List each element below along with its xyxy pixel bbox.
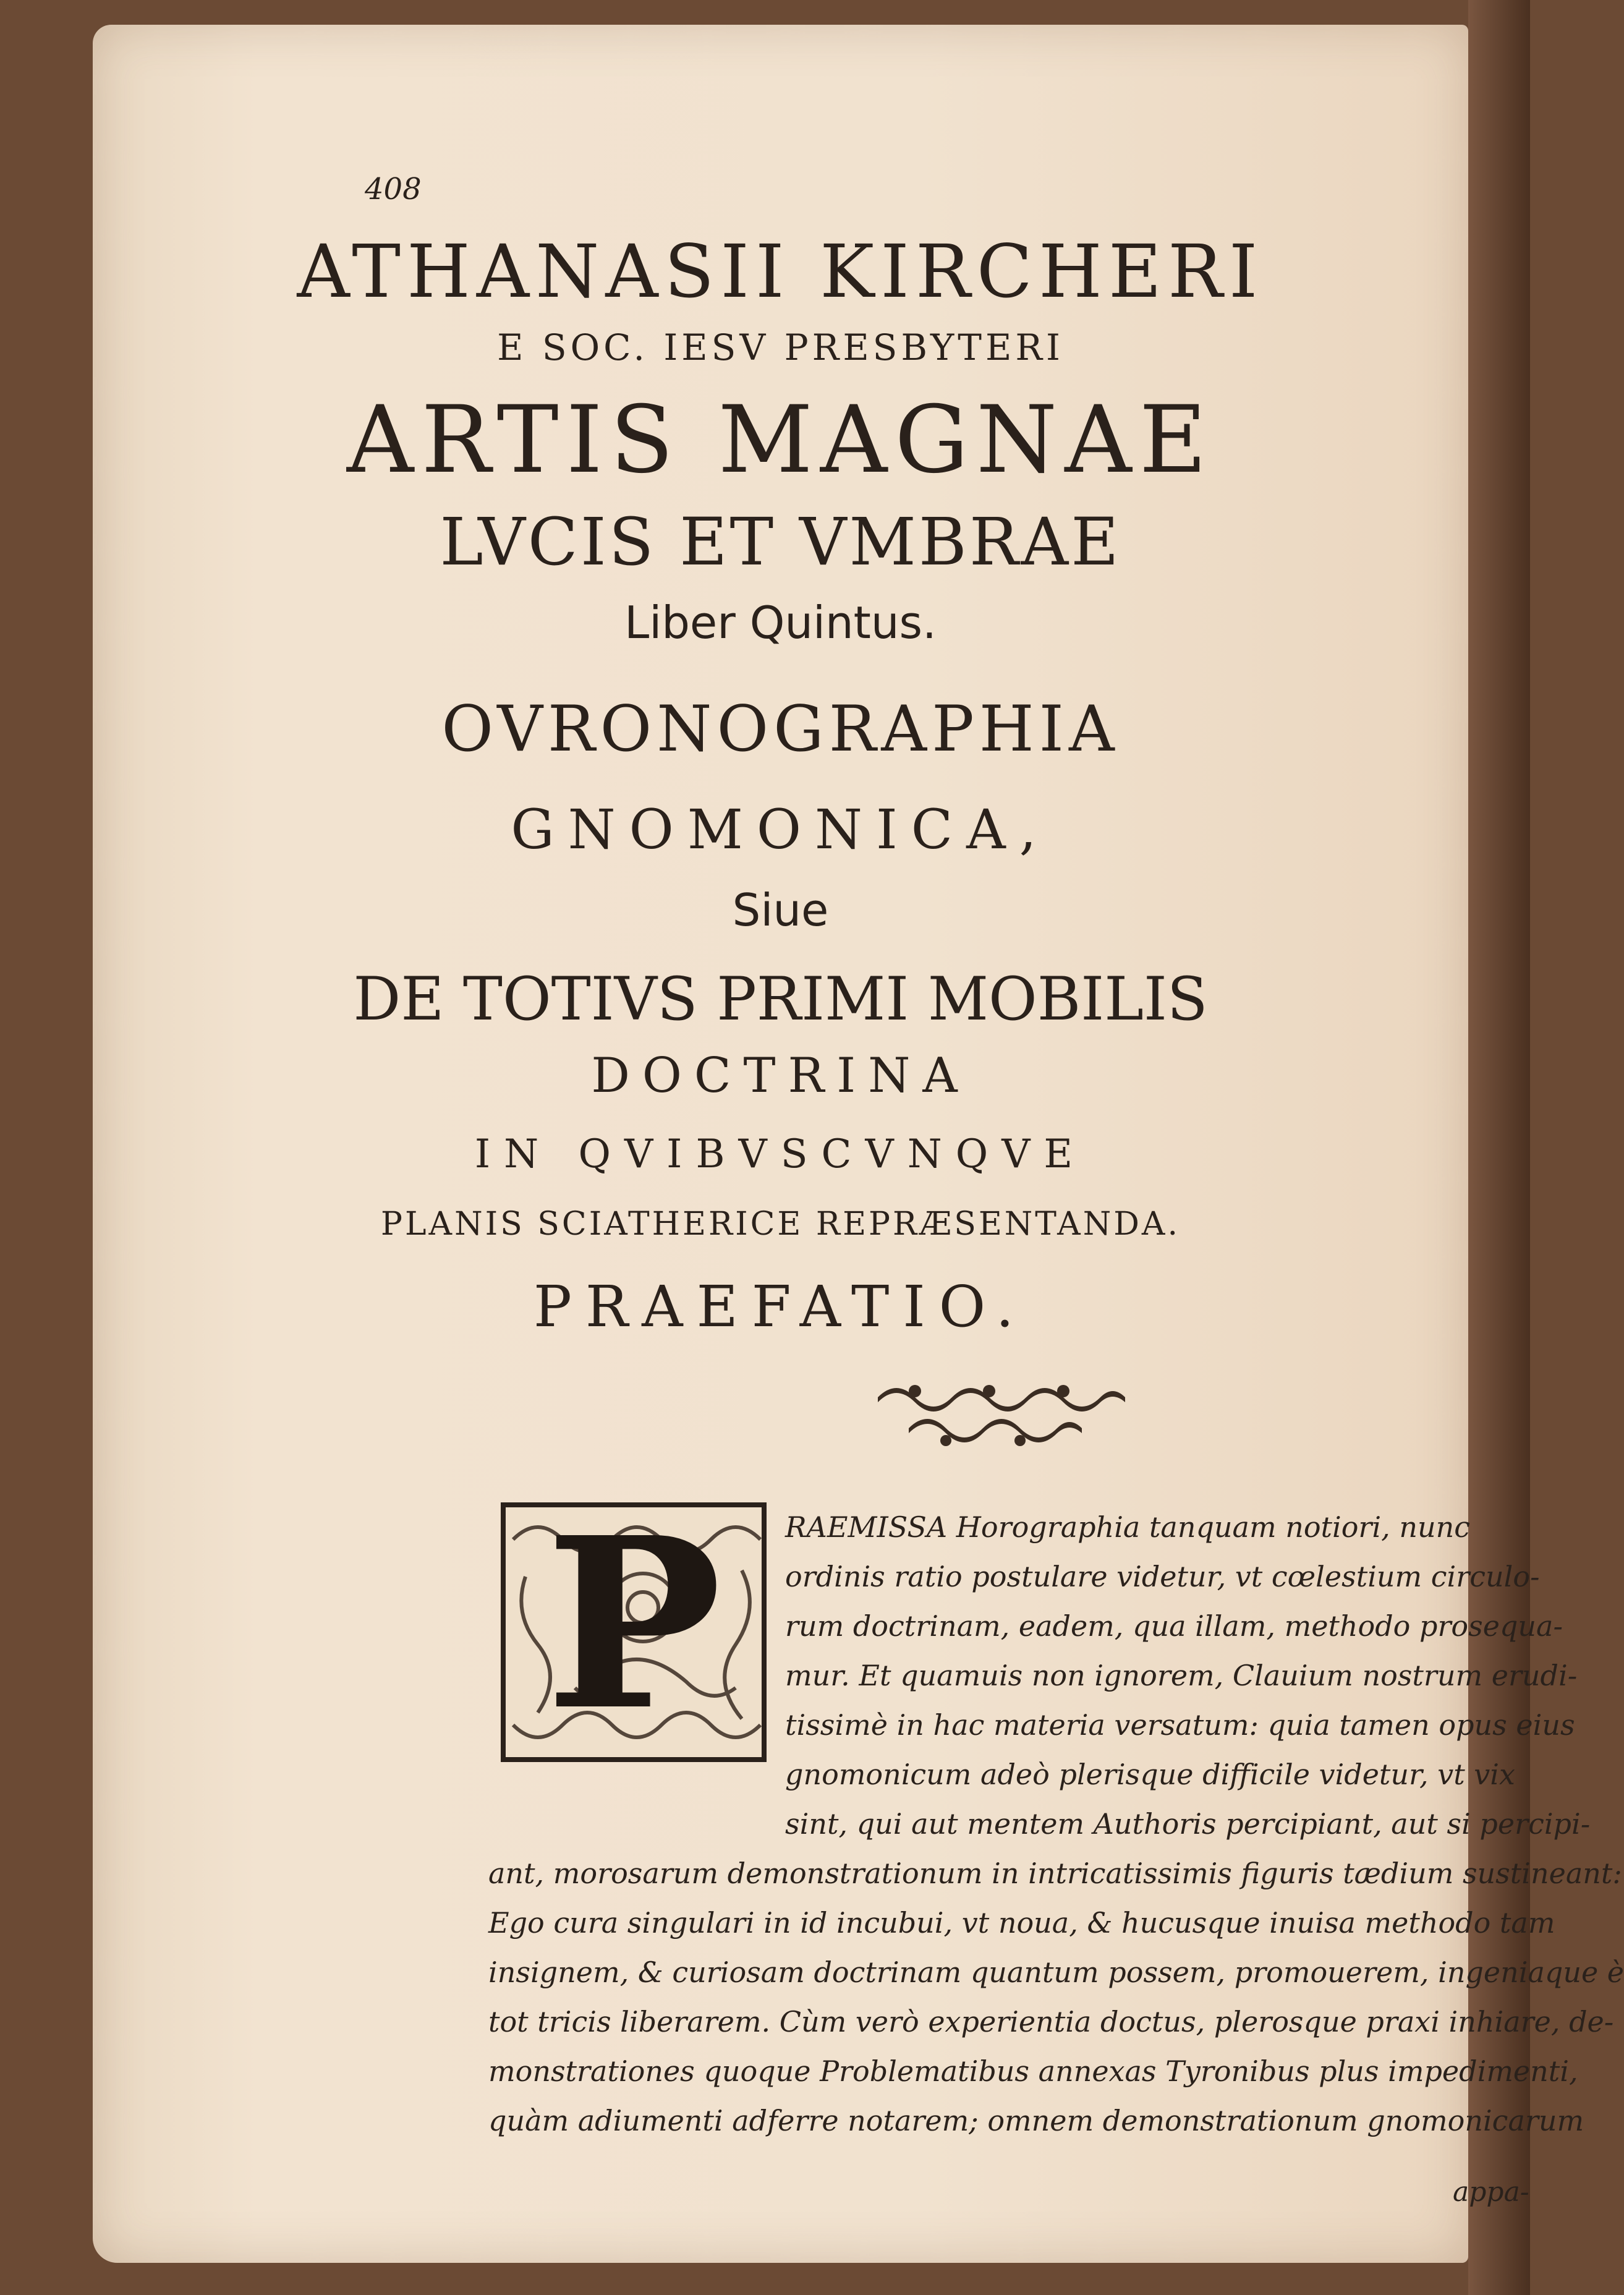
title-section: OVRONOGRAPHIA — [441, 692, 1120, 766]
body-line: RAEMISSA Horographia tanquam notiori, nunc — [785, 1510, 1471, 1544]
title-author: ATHANASII KIRCHERI — [297, 229, 1264, 314]
body-line: insignem, & curiosam doctrinam quantum possem, promouerem, ingeniaque è — [488, 1956, 1624, 1989]
drop-cap — [501, 1486, 767, 1762]
title-society: E SOC. IESV PRESBYTERI — [497, 326, 1064, 368]
body-line: gnomonicum adeò plerisque difficile videtur, vt vix — [785, 1758, 1515, 1791]
title-topic-4: PLANIS SCIATHERICE REPRÆSENTANDA. — [381, 1206, 1180, 1243]
body-line: tissimè in hac materia versatum: quia tamen opus eius — [785, 1708, 1575, 1742]
page-number: 408 — [365, 172, 422, 207]
title-section-subtitle: GNOMONICA, — [511, 798, 1050, 861]
body-line: Ego cura singulari in id incubui, vt noua, & hucusque inuisa methodo tam — [488, 1906, 1555, 1939]
title-conjunction: Siue — [732, 884, 829, 936]
body-line: sint, qui aut mentem Authoris percipiant, aut si percipi- — [785, 1807, 1591, 1841]
decorated-initial-icon — [501, 1486, 767, 1762]
title-work: ARTIS MAGNAE — [346, 386, 1215, 494]
title-topic-2: DOCTRINA — [591, 1048, 970, 1104]
body-line: mur. Et quamuis non ignorem, Clauium nostrum erudi- — [785, 1659, 1578, 1692]
preface-heading: PRAEFATIO. — [534, 1274, 1027, 1340]
catchword: appa- — [1453, 2176, 1529, 2208]
body-line: quàm adiumenti adferre notarem; omnem demonstrationum gnomonicarum — [488, 2104, 1584, 2137]
body-line: tot tricis liberarem. Cùm verò experientia doctus, plerosque praxi inhiare, de- — [488, 2005, 1614, 2038]
body-line: ordinis ratio postulare videtur, vt cœlestium circulo- — [785, 1560, 1540, 1593]
body-line: monstrationes quoque Problematibus annexas Tyronibus plus impedimenti, — [488, 2054, 1578, 2088]
title-topic-3: IN QVIBVSCVNQVE — [474, 1131, 1087, 1177]
body-line: ant, morosarum demonstrationum in intricatissimis figuris tædium sustineant: — [488, 1857, 1622, 1890]
title-topic: DE TOTIVS PRIMI MOBILIS — [353, 964, 1208, 1034]
title-work-subtitle: LVCIS ET VMBRAE — [440, 504, 1121, 580]
drop-cap-letter: P — [545, 1486, 722, 1762]
body-line: rum doctrinam, eadem, qua illam, methodo prosequa- — [785, 1609, 1563, 1643]
title-book-number: Liber Quintus. — [624, 597, 937, 649]
fleuron-ornament-icon — [872, 1373, 1131, 1459]
book-page — [93, 25, 1624, 2263]
